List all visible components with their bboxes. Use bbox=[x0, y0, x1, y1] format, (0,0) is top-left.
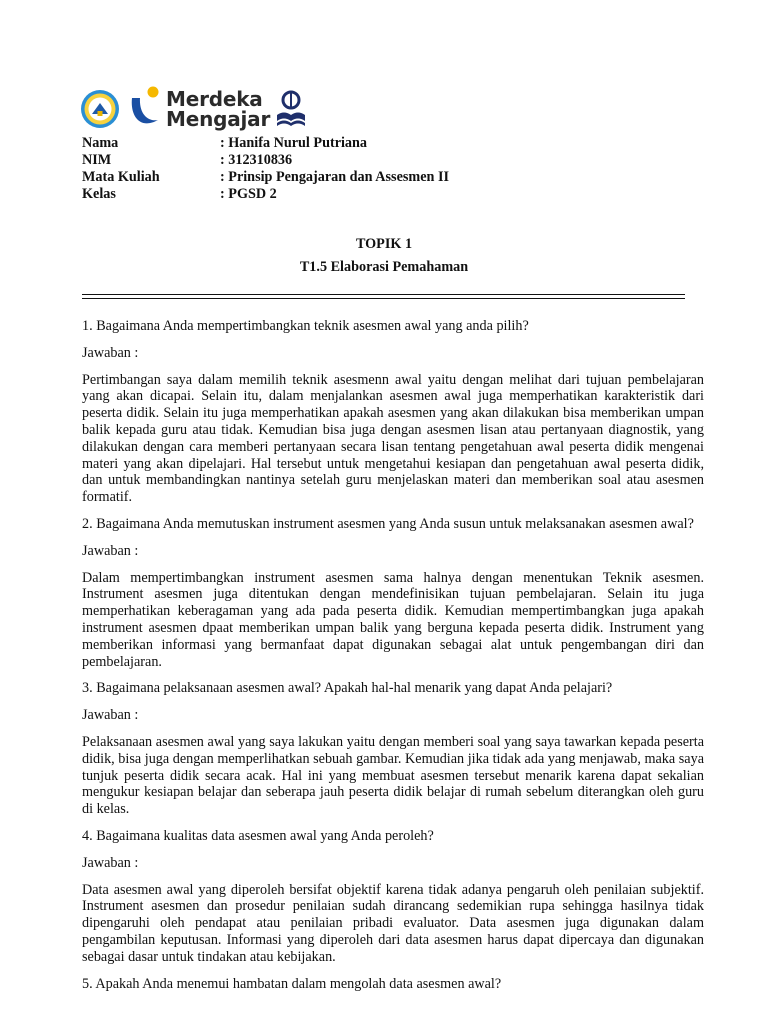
info-value: : Prinsip Pengajaran dan Assesmen II bbox=[220, 169, 449, 185]
question-4: 4. Bagaimana kualitas data asesmen awal yang Anda peroleh? bbox=[82, 827, 434, 844]
book-emblem-icon bbox=[274, 89, 308, 129]
logo-line-1: Merdeka bbox=[166, 87, 263, 111]
answer-3: Pelaksanaan asesmen awal yang saya lakukan yaitu dengan memberi soal yang saya tawarkan kepada peserta didik, bisa juga dengan memperlihatkan sebuah gambar. Kemudian jika tidak ada yang menjawab, maka saya tunjuk peserta didik secara acak. Hal ini yang membuat asesmen tersebut menarik karena dapat sekalian mengukur kesiapan belajar dan seberapa jauh peserta didik belajar di rumah sebelum diterangkan oleh guru di kelas. bbox=[82, 733, 704, 818]
info-label: Kelas bbox=[82, 186, 116, 202]
document-body bbox=[82, 318, 704, 1002]
answer-4: Data asesmen awal yang diperoleh bersifat objektif karena tidak adanya pengaruh oleh penilaian subjektif. Instrument asesmen dan prosedur penilaian sudah dirancang sedemikian rupa sehingga hasilnya tidak dipengaruhi oleh pendapat atau penilaian pribadi evaluator. Data asesmen juga digunakan dalam pengambilan keputusan. Informasi yang diperoleh dari data asesmen harus dapat dipercaya dan digunakan sebagai dasar untuk tindakan atau kebijakan. bbox=[82, 881, 704, 965]
info-label: Nama bbox=[82, 135, 119, 151]
divider-line bbox=[82, 298, 685, 299]
tut-wuri-handayani-logo bbox=[80, 87, 120, 131]
answer-label: Jawaban : bbox=[82, 707, 139, 724]
info-row-class bbox=[82, 186, 449, 203]
info-row-name bbox=[82, 135, 449, 152]
merdeka-mengajar-mark bbox=[128, 86, 162, 132]
info-value: : Hanifa Nurul Putriana bbox=[220, 135, 368, 151]
student-info bbox=[82, 135, 449, 203]
answer-label: Jawaban : bbox=[82, 344, 139, 361]
answer-label: Jawaban : bbox=[82, 542, 139, 559]
merdeka-mengajar-logo bbox=[128, 86, 308, 132]
answer-label: Jawaban : bbox=[82, 854, 139, 871]
info-row-nim bbox=[82, 152, 449, 169]
question-5: 5. Apakah Anda menemui hambatan dalam mengolah data asesmen awal? bbox=[82, 975, 502, 992]
info-value: : PGSD 2 bbox=[220, 186, 277, 202]
question-3: 3. Bagaimana pelaksanaan asesmen awal? Apakah hal-hal menarik yang dapat Anda pelajari? bbox=[82, 680, 613, 697]
info-row-course bbox=[82, 169, 449, 186]
document-title: TOPIK 1 bbox=[355, 236, 413, 252]
header-logos bbox=[80, 82, 308, 136]
info-label: NIM bbox=[82, 152, 112, 168]
logo-line-2: Mengajar bbox=[166, 107, 271, 131]
answer-2: Dalam mempertimbangkan instrument asesmen sama halnya dengan menentukan Teknik asesmen. Instrument asesmen juga ditentukan dengan mendefinisikan tujuan pembelajaran. Selain itu juga memperhatikan keberagaman yang ada pada peserta didik. Kemudian mempertimbangkan juga apakah instrument asesmen dpaat memberikan umpan balik yang berguna kepada peserta didik. Instrument yang memberikan informasi yang bermanfaat dapat digunakan sebagai alat untuk pengembangan diri dan pembelajaran. bbox=[82, 569, 704, 670]
document-subtitle: T1.5 Elaborasi Pemahaman bbox=[299, 259, 469, 275]
divider-line bbox=[82, 294, 685, 295]
info-label: Mata Kuliah bbox=[82, 169, 160, 185]
question-1: 1. Bagaimana Anda mempertimbangkan teknik asesmen awal yang anda pilih? bbox=[82, 318, 529, 334]
info-value: : 312310836 bbox=[220, 152, 293, 168]
answer-1: Pertimbangan saya dalam memilih teknik asesmenn awal yaitu dengan melihat dari tujuan pembelajaran yang akan dicapai. Selain itu, dalam menjalankan asesmen awal juga memperhatikan karakteristik dari peserta didik. Selain itu juga memperhatikan apakah asesmen yang akan dilakukan bisa memberikan umpan balik kepada guru atau tidak. Kemudian bisa juga dengan asesmen lisan atau pertanyaan diagnostik, yang dilakukan dengan cara memberi pertanyaan secara lisan tentang pengetahuan awal peserta didik mengenai materi yang akan dipelajari. Hal tersebut untuk mengetahui kesiapan dan pengetahuan awal peserta didik, dan untuk membandingkan nantinya setelah guru menjelaskan materi dan memberikan soal atau asesmen formatif. bbox=[82, 371, 704, 506]
question-2: 2. Bagaimana Anda memutuskan instrument asesmen yang Anda susun untuk melaksanakan asesmen awal? bbox=[82, 515, 694, 532]
